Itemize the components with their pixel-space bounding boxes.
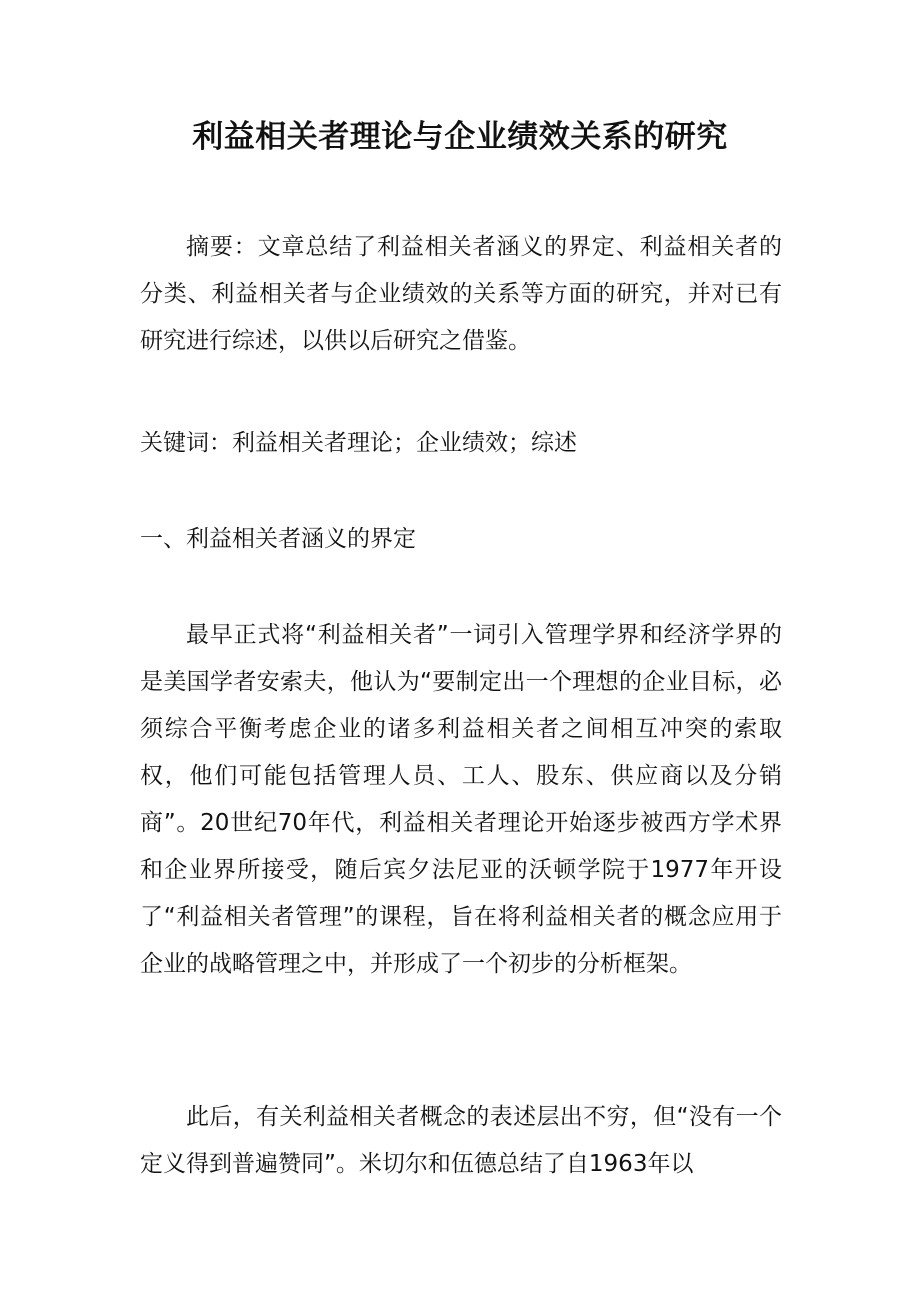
body-paragraph: 此后，有关利益相关者概念的表述层出不穷，但“没有一个定义得到普遍赞同”。米切尔和伍德总结了自1963年以 — [140, 1104, 782, 1177]
keywords-line: 关键词：利益相关者理论；企业绩效；综述 — [140, 430, 577, 456]
body-paragraph: 最早正式将“利益相关者”一词引入管理学界和经济学界的是美国学者安索夫，他认为“要制定出一个理想的企业目标，必须综合平衡考虑企业的诸多利益相关者之间相互冲突的索取权，他们可能包括管理人员、工人、股东、供应商以及分销商”。20世纪70年代，利益相关者理论开始逐步被西方学术界和企业界所接受，随后宾夕法尼亚的沃顿学院于1977年开设了“利益相关者管理”的课程，旨在将利益相关者的概念应用于企业的战略管理之中，并形成了一个初步的分析框架。 — [140, 622, 782, 977]
abstract-paragraph: 摘要：文章总结了利益相关者涵义的界定、利益相关者的分类、利益相关者与企业绩效的关系等方面的研究，并对已有研究进行综述，以供以后研究之借鉴。 — [140, 234, 782, 354]
section-heading: 一、利益相关者涵义的界定 — [140, 526, 416, 552]
document-title: 利益相关者理论与企业绩效关系的研究 — [192, 119, 728, 155]
